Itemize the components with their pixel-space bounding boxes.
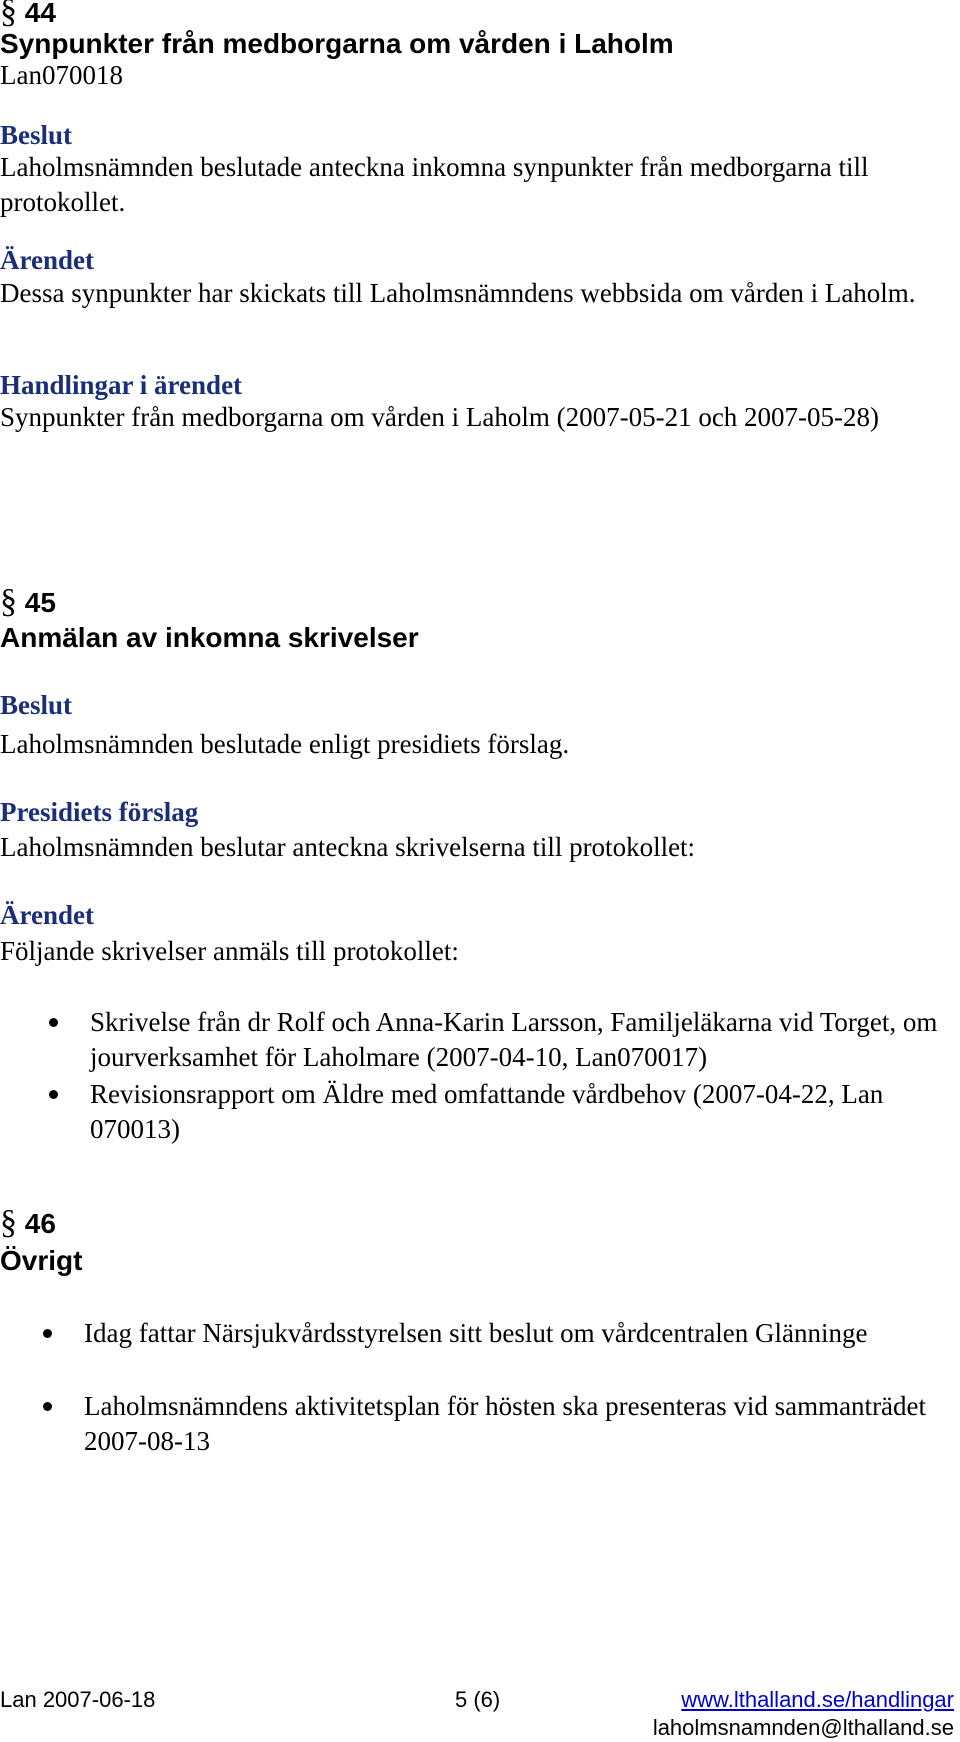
section-44-ref: Lan070018 [0, 60, 123, 90]
footer-page-number: 5 (6) [455, 1687, 501, 1712]
section-45-beslut-text: Laholmsnämnden beslutade enligt presidiets förslag. [0, 729, 570, 759]
section-45-title: Anmälan av inkomna skrivelser [0, 622, 419, 653]
section-45-beslut-heading: Beslut [0, 690, 73, 720]
section-44-handlingar-text: Synpunkter från medborgarna om vården i Laholm (2007-05-21 och 2007-05-28) [0, 402, 880, 432]
bullet-icon [49, 1090, 58, 1099]
footer-date: Lan 2007-06-18 [0, 1687, 156, 1712]
section-44-title: Synpunkter från medborgarna om vården i Laholm [0, 28, 674, 59]
footer-email[interactable]: laholmsnamnden@lthalland.se [652, 1715, 954, 1740]
section-45-arendet-heading: Ärendet [0, 900, 94, 930]
document-page: § 44 Synpunkter från medborgarna om vården i Laholm Lan070018 Beslut Laholmsnämnden beslutade anteckna inkomna synpunkter från medborgarna till protokollet. Ärendet Dessa synpunkter har skickats till Laholmsnämndens webbsida om vården i Laholm. Handlingar i ärendet Synpunkter från medborgarna om vården i Laholm (2007-05-21 och 2007-05-28) § 45 Anmälan av inkomna skrivelser Beslut Laholmsnämnden beslutade enligt presidiets förslag. Presidiets förslag Laholmsnämnden beslutar anteckna skrivelserna till protokollet: Ärendet Följande skrivelser anmäls till protokollet: Skrivelse från dr Rolf och Anna-Karin Larsson, Familjeläkarna vid Torget, om jourverksamhet för Laholmare (2007-04-10, Lan070017) Revisionsrapport om Äldre med omfattande vårdbehov (2007-04-22, Lan 070013) § 46 Övrigt Idag fattar Närsjukvårdsstyrelsen sitt beslut om vårdcentralen Glänninge Laholmsnämndens aktivitetsplan för hösten ska presenteras vid sammanträdet 2007-08-13 Lan 2007-06-18 5 (6) www.lthalland.se/handlingar laholmsnamnden@lthalland.se [0, 0, 960, 1740]
section-46-number: § 46 [0, 1204, 56, 1241]
section-44-arendet-heading: Ärendet [0, 245, 94, 275]
section-44-beslut-text: Laholmsnämnden beslutade anteckna inkomna synpunkter från medborgarna till protokollet. [0, 152, 869, 217]
section-45-forslag-heading: Presidiets förslag [0, 797, 199, 827]
section-46-title: Övrigt [0, 1245, 83, 1276]
section-44-handlingar-heading: Handlingar i ärendet [0, 370, 243, 400]
footer-link-handlingar[interactable]: www.lthalland.se/handlingar [681, 1687, 954, 1712]
section-45-arendet-text: Följande skrivelser anmäls till protokollet: [0, 936, 459, 966]
section-44-beslut-heading: Beslut [0, 120, 73, 150]
section-44-arendet-text: Dessa synpunkter har skickats till Laholmsnämndens webbsida om vården i Laholm. [0, 278, 916, 308]
section-44-number: § 44 [0, 0, 56, 30]
section-45-forslag-text: Laholmsnämnden beslutar anteckna skrivelserna till protokollet: [0, 832, 696, 862]
section-45-number: § 45 [0, 583, 56, 620]
bullet-icon [43, 1329, 52, 1338]
bullet-icon [49, 1018, 58, 1027]
bullet-icon [43, 1402, 52, 1411]
